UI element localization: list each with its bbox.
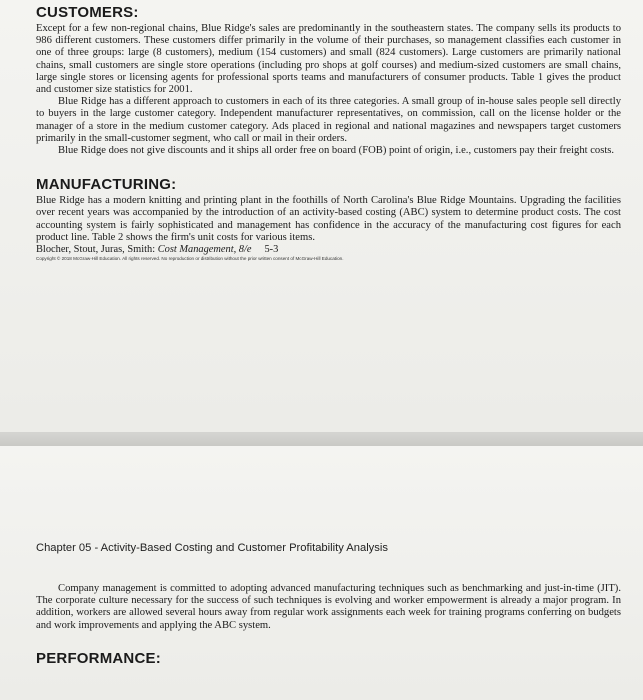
management-paragraph: Company management is committed to adopting advanced manufacturing techniques such as benchmarking and just-in-time (JIT). The corporate culture necessary for the success of such techniques is evolving and worker empowerment is already a major program. In addition, workers are allowed several hours away from regular work assignments each week for training programs conferring on budgets and work improvements and applying the ABC system. (36, 583, 621, 631)
textbook-page-bottom (0, 446, 643, 700)
customers-paragraph-3: Blue Ridge does not give discounts and it ships all order free on board (FOB) point of origin, i.e., customers pay their freight costs. (58, 145, 615, 157)
customers-paragraph-2: Blue Ridge has a different approach to customers in each of its three categories. A small group of in-house sales people sell directly to buyers in the large customer category. Independent manufacturer representatives, on commission, call on the license holder or the manager of a store in the medium customer category. Ads placed in regional and national magazines and newspapers target customers primarily in the small-customer segment, who call or mail in their orders. (36, 96, 621, 144)
manufacturing-heading: MANUFACTURING: (36, 176, 177, 194)
performance-heading: PERFORMANCE: (36, 649, 161, 667)
page-footer (36, 244, 621, 256)
page-gap (0, 432, 643, 446)
footer-authors: Blocher, Stout, Juras, Smith: (36, 244, 156, 256)
customers-paragraph-1: Except for a few non-regional chains, Blue Ridge's sales are predominantly in the southeastern states. The company sells its products to 986 different customers. These customers differ primarily in the volume of their purchases, so management classifies each customer in one of three groups: large (8 customers), medium (154 customers) and small (824 customers). Large customers are primarily national chains, small customers are single store operations (including pro shops at golf courses) and medium-sized customers are small chains, large single stores or licensing agents for professional sports teams and manufacturers of consumer products. Table 1 gives the product and customer size statistics for 2001. (36, 23, 621, 96)
manufacturing-paragraph-1: Blue Ridge has a modern knitting and printing plant in the foothills of North Carolina's Blue Ridge Mountains. Upgrading the facilities over recent years was accompanied by the introduction of an activity-based costing (ABC) system to determine product costs. The cost accounting system is fairly sophisticated and management has confidence in the accuracy of the manufacturing cost figures for each product line. Table 2 shows the firm's unit costs for various items. (36, 195, 621, 243)
chapter-title: Chapter 05 - Activity-Based Costing and Customer Profitability Analysis (36, 542, 388, 554)
footer-book-title: Cost Management, 8/e (157, 244, 252, 256)
customers-heading: CUSTOMERS: (36, 4, 139, 21)
copyright-notice: Copyright © 2018 McGraw-Hill Education. All rights reserved. No reproduction or distribution without the prior written consent of McGraw-Hill Education. (36, 256, 344, 262)
footer-page-number: 5-3 (264, 244, 279, 256)
